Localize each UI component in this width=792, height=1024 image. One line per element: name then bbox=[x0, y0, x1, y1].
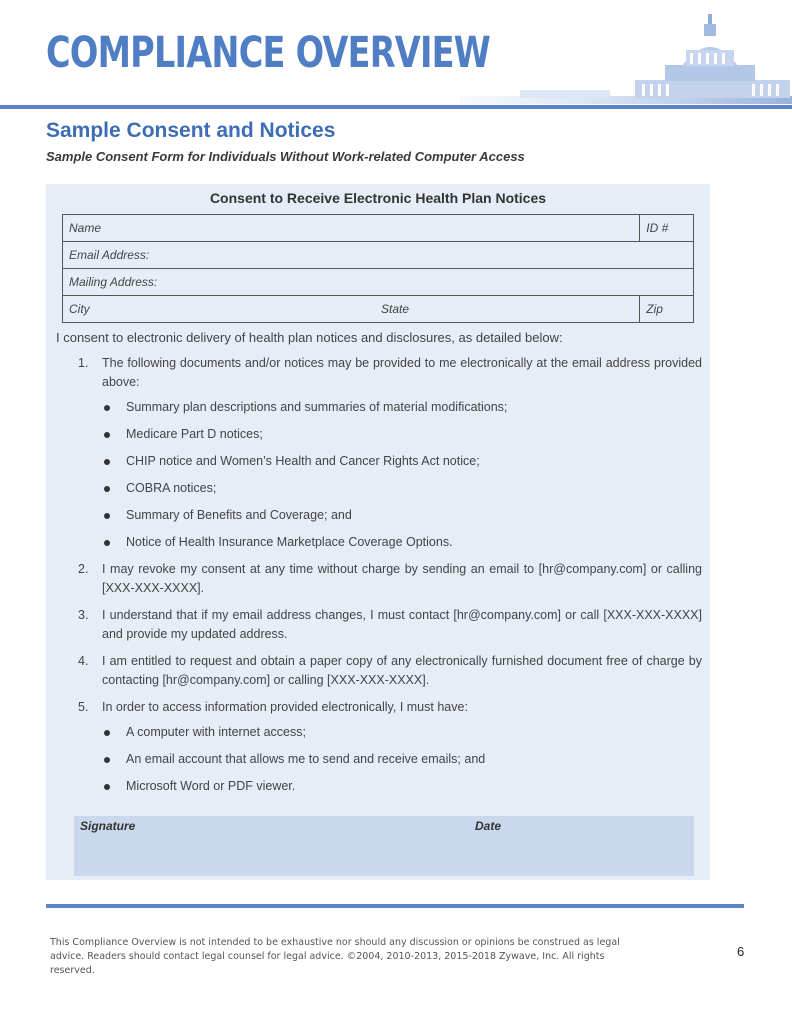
id-field[interactable]: ID # bbox=[640, 215, 694, 242]
consent-lead: I consent to electronic delivery of health plan notices and disclosures, as detailed below: bbox=[56, 330, 563, 345]
item-number: 4. bbox=[78, 654, 89, 668]
bullet-list bbox=[102, 723, 702, 796]
bullet-item: COBRA notices; bbox=[102, 479, 702, 498]
item-number: 3. bbox=[78, 608, 89, 622]
bullet-item: Summary of Benefits and Coverage; and bbox=[102, 506, 702, 525]
consent-item-4 bbox=[60, 652, 702, 690]
footer-rule bbox=[46, 904, 744, 908]
consent-item-5 bbox=[60, 698, 702, 796]
capitol-building-icon bbox=[460, 10, 792, 110]
header-rule bbox=[0, 105, 792, 109]
item-text: In order to access information provided electronically, I must have: bbox=[102, 700, 468, 714]
personal-info-table bbox=[62, 214, 694, 323]
bullet-item: A computer with internet access; bbox=[102, 723, 702, 742]
mailing-address-field[interactable]: Mailing Address: bbox=[63, 269, 694, 296]
state-field[interactable]: State bbox=[375, 296, 640, 323]
item-text: I understand that if my email address changes, I must contact [hr@company.com] or call [XXX-XXX-XXXX] and provide my updated address. bbox=[102, 608, 702, 641]
page-number: 6 bbox=[737, 944, 745, 959]
item-text: I may revoke my consent at any time without charge by sending an email to [hr@company.com] or calling [XXX-XXX-XXXX]. bbox=[102, 562, 702, 595]
zip-field[interactable]: Zip bbox=[640, 296, 694, 323]
item-number: 5. bbox=[78, 700, 89, 714]
bullet-item: Microsoft Word or PDF viewer. bbox=[102, 777, 702, 796]
bullet-list bbox=[102, 398, 702, 552]
bullet-item: Notice of Health Insurance Marketplace Coverage Options. bbox=[102, 533, 702, 552]
item-text: I am entitled to request and obtain a paper copy of any electronically furnished document free of charge by contacting [hr@company.com] or calling [XXX-XXX-XXXX]. bbox=[102, 654, 702, 687]
section-subtitle: Sample Consent Form for Individuals Without Work-related Computer Access bbox=[46, 149, 525, 164]
consent-form bbox=[46, 184, 710, 880]
bullet-item: An email account that allows me to send and receive emails; and bbox=[102, 750, 702, 769]
consent-item-2 bbox=[60, 560, 702, 598]
bullet-item: Medicare Part D notices; bbox=[102, 425, 702, 444]
bullet-item: Summary plan descriptions and summaries of material modifications; bbox=[102, 398, 702, 417]
form-title: Consent to Receive Electronic Health Plan Notices bbox=[209, 190, 547, 206]
signature-label: Signature bbox=[80, 819, 136, 833]
consent-items bbox=[60, 354, 702, 804]
date-label: Date bbox=[475, 819, 502, 833]
signature-box[interactable] bbox=[74, 816, 694, 876]
footer-disclaimer: This Compliance Overview is not intended to be exhaustive nor should any discussion or opinions be construed as legal advice. Readers should contact legal counsel for legal advice. ©2004, 2010-2013, 2015-2018 Zywave, Inc. All rights reserved. bbox=[50, 937, 620, 976]
city-field[interactable]: City bbox=[63, 296, 376, 323]
bullet-item: CHIP notice and Women’s Health and Cancer Rights Act notice; bbox=[102, 452, 702, 471]
item-number: 1. bbox=[78, 356, 89, 370]
consent-item-1 bbox=[60, 354, 702, 552]
name-field[interactable]: Name bbox=[63, 215, 640, 242]
item-text: The following documents and/or notices may be provided to me electronically at the email address provided above: bbox=[102, 356, 702, 389]
section-title: Sample Consent and Notices bbox=[46, 119, 336, 142]
header-title: COMPLIANCE OVERVIEW bbox=[46, 28, 491, 78]
item-number: 2. bbox=[78, 562, 89, 576]
consent-item-3 bbox=[60, 606, 702, 644]
email-field[interactable]: Email Address: bbox=[63, 242, 694, 269]
